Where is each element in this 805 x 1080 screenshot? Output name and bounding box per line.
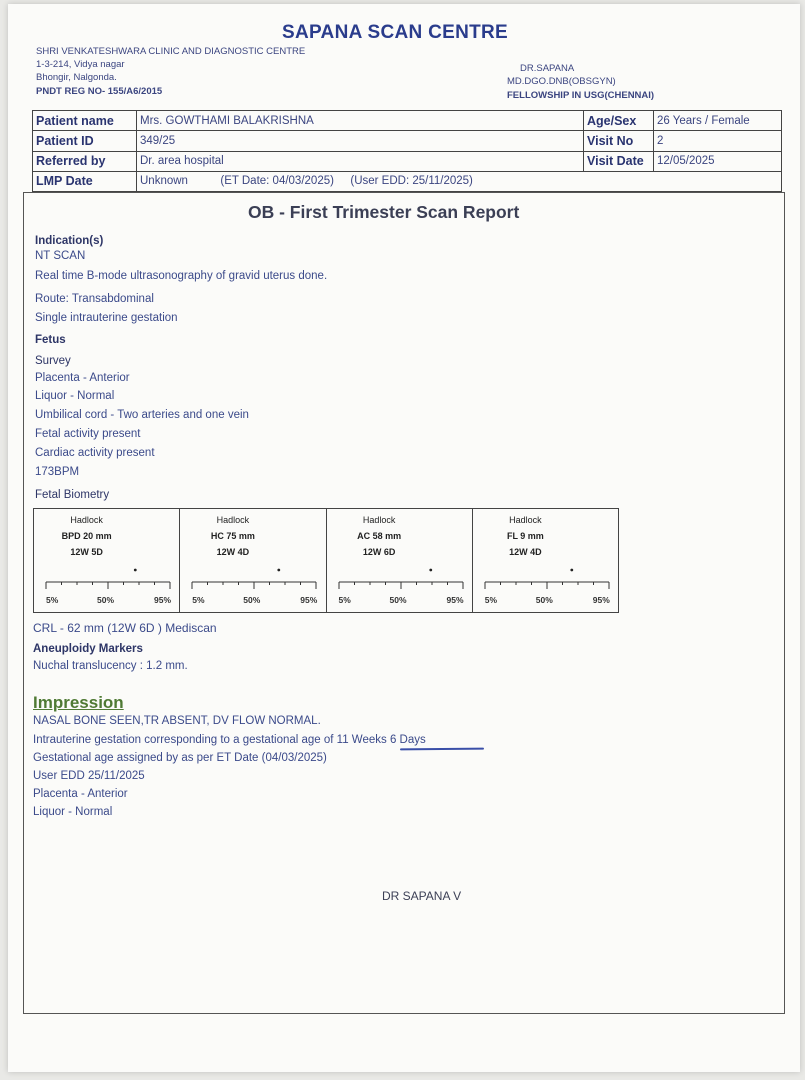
fetal-biometry-table [33, 508, 619, 613]
biometry-cell-bpd [34, 509, 180, 612]
centre-name: SAPANA SCAN CENTRE [282, 22, 509, 43]
p50-label: 50% [389, 595, 407, 605]
report-title: OB - First Trimester Scan Report [248, 202, 520, 222]
impression-line-4: User EDD 25/11/2025 [33, 770, 145, 782]
survey-heading: Survey [35, 355, 71, 367]
biometry-heading: Fetal Biometry [35, 489, 110, 501]
biometry-method: Hadlock [70, 515, 103, 525]
patient-name-label: Patient name [33, 111, 137, 131]
gestation-line: Single intrauterine gestation [35, 312, 178, 324]
percentile-marker [429, 569, 432, 572]
fetus-heading: Fetus [35, 334, 66, 346]
doctor-name: DR.SAPANA [520, 63, 575, 74]
signature: DR SAPANA V [382, 889, 462, 903]
heart-rate: 173BPM [35, 466, 80, 478]
p50-label: 50% [243, 595, 261, 605]
nt-line: Nuchal translucency : 1.2 mm. [33, 660, 188, 672]
aneuploidy-heading: Aneuploidy Markers [33, 643, 143, 655]
indication-value: NT SCAN [35, 250, 86, 262]
biometry-ga: 12W 4D [216, 547, 250, 557]
impression-line-1: NASAL BONE SEEN,TR ABSENT, DV FLOW NORMAL. [33, 715, 321, 727]
patient-id-value: 349/25 [137, 131, 584, 151]
age-sex-label: Age/Sex [584, 111, 654, 131]
address-line1: 1-3-214, Vidya nagar [36, 59, 125, 70]
p95-label: 95% [154, 595, 172, 605]
biometry-method: Hadlock [216, 515, 250, 525]
age-sex-value: 26 Years / Female [654, 111, 782, 131]
biometry-cell-ac [327, 509, 473, 612]
percentile-scale [180, 564, 326, 594]
address-line2: Bhongir, Nalgonda. [36, 72, 117, 83]
et-date: (ET Date: 04/03/2025) [220, 175, 334, 188]
impression-line-2: Intrauterine gestation corresponding to a gestational age of 11 Weeks 6 Days [33, 734, 426, 746]
realtime-line: Real time B-mode ultrasonography of gravid uterus done. [35, 270, 328, 282]
cord-line: Umbilical cord - Two arteries and one vein [35, 409, 249, 421]
impression-line-5: Placenta - Anterior [33, 788, 128, 800]
visit-date-value: 12/05/2025 [654, 151, 782, 171]
percentile-marker [278, 569, 281, 572]
p95-label: 95% [592, 595, 610, 605]
p5-label: 5% [46, 595, 59, 605]
biometry-ga: 12W 5D [70, 547, 103, 557]
indication-heading: Indication(s) [35, 235, 104, 247]
biometry-measure: BPD 20 mm [61, 531, 112, 541]
percentile-scale [34, 564, 180, 594]
biometry-cell-hc [180, 509, 326, 612]
patient-info-table [32, 110, 782, 192]
biometry-method: Hadlock [362, 515, 396, 525]
p50-label: 50% [97, 595, 115, 605]
visit-no-label: Visit No [584, 131, 654, 151]
biometry-measure: FL 9 mm [506, 531, 544, 541]
biometry-ga: 12W 6D [362, 547, 396, 557]
placenta-line: Placenta - Anterior [35, 372, 130, 384]
visit-date-label: Visit Date [584, 151, 654, 171]
p5-label: 5% [338, 595, 351, 605]
percentile-marker [570, 569, 573, 572]
percentile-scale [327, 564, 473, 594]
clinic-name: SHRI VENKATESHWARA CLINIC AND DIAGNOSTIC CENTRE [36, 46, 306, 57]
p5-label: 5% [192, 595, 205, 605]
referred-by-label: Referred by [33, 151, 137, 171]
pndt-reg: PNDT REG NO- 155/A6/2015 [36, 86, 163, 97]
biometry-measure: AC 58 mm [357, 531, 402, 541]
p95-label: 95% [300, 595, 318, 605]
percentile-scale [473, 564, 619, 594]
patient-id-label: Patient ID [33, 131, 137, 151]
user-edd: (User EDD: 25/11/2025) [350, 175, 473, 188]
biometry-method: Hadlock [509, 515, 542, 525]
biometry-ga: 12W 4D [509, 547, 542, 557]
percentile-marker [134, 569, 137, 572]
liquor-line: Liquor - Normal [35, 390, 115, 402]
p50-label: 50% [535, 595, 553, 605]
biometry-measure: HC 75 mm [210, 531, 255, 541]
lmp-label: LMP Date [33, 171, 137, 191]
fetal-activity-line: Fetal activity present [35, 428, 141, 440]
impression-line-3: Gestational age assigned by as per ET Date (04/03/2025) [33, 752, 327, 764]
lmp-row [137, 171, 782, 191]
crl-line: CRL - 62 mm (12W 6D ) Mediscan [33, 621, 217, 635]
impression-heading: Impression [33, 693, 124, 712]
doctor-qualification: MD.DGO.DNB(OBSGYN) [507, 76, 616, 87]
cardiac-activity-line: Cardiac activity present [35, 447, 155, 459]
lmp-value: Unknown [140, 175, 188, 188]
route-line: Route: Transabdominal [35, 293, 154, 305]
referred-by-value: Dr. area hospital [137, 151, 584, 171]
doctor-fellowship: FELLOWSHIP IN USG(CHENNAI) [507, 90, 655, 101]
biometry-cell-fl [473, 509, 618, 612]
p95-label: 95% [446, 595, 464, 605]
patient-name-value: Mrs. GOWTHAMI BALAKRISHNA [137, 111, 584, 131]
p5-label: 5% [484, 595, 498, 605]
visit-no-value: 2 [654, 131, 782, 151]
impression-line-6: Liquor - Normal [33, 806, 113, 818]
